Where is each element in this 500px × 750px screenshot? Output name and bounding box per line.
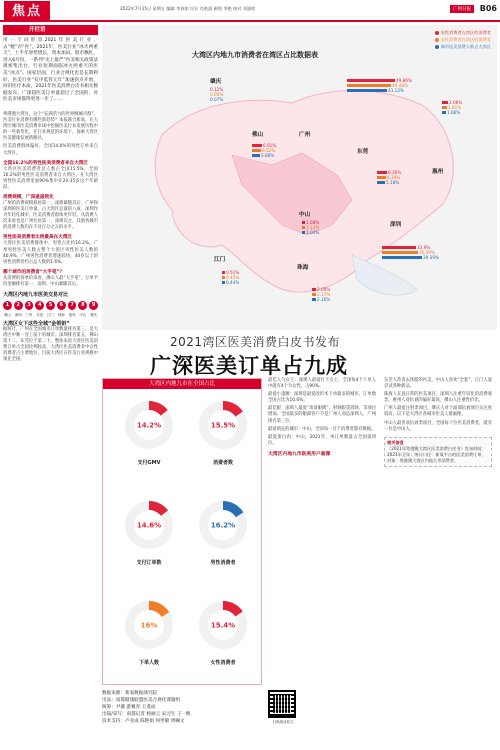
total-bar [442, 111, 446, 114]
male-bar [302, 221, 305, 224]
paragraph: 东莞人热衷去体脂的医美，中山人喜欢“全套”，江门人爱尝试各种新品。 [384, 378, 492, 390]
female-share: 6.52% [262, 148, 276, 153]
pie-value-label: 15.4% [210, 621, 236, 630]
pie-panel-title: 大湾区内地九市在全国占比 [103, 379, 261, 389]
paragraph: 珠海人在意日常的医美项目，深圳人注重年轻化的消费观念，惠州人对抗衰的偏好最高，佛山人注重性价比。 [384, 392, 492, 404]
credit-line: 数据来源：新氧数据颜究院 [102, 691, 158, 696]
rank-city: 江门 [47, 313, 54, 317]
rank-city: 惠州 [68, 313, 76, 317]
city-values [377, 170, 401, 185]
right-column [268, 378, 496, 688]
total-bar [252, 154, 260, 157]
info-box [384, 437, 492, 467]
section-tag: 焦点 [4, 1, 50, 22]
city-label: 江门 [214, 257, 226, 263]
total-share: 1.66% [447, 110, 461, 115]
paragraph: 最爱填充的城市：中山，全国每一百个消费者都有数据。 [268, 426, 376, 432]
pie-category-label: 下单人数 [138, 660, 159, 666]
pie-chart-panel [102, 378, 262, 685]
pie-1 [195, 397, 251, 453]
pie-2 [121, 497, 177, 553]
male-share: 6.36% [388, 170, 402, 175]
intro-text-2: 医美消费群体偏好，全国14.6%的男性订单来自大湾区。 [3, 144, 98, 156]
map-legend [435, 29, 491, 50]
pie-4 [121, 597, 177, 653]
rank-dot: 7 [68, 301, 77, 310]
city-label: 中山 [299, 212, 311, 218]
female-bar [377, 176, 386, 179]
pie-category-label: 消费者数 [212, 460, 233, 466]
paragraph: 最爱小蛮腰：深圳是最爱改形术下单最多的城市，订单数全国占比为10.6%。 [268, 392, 376, 404]
female-bar [222, 276, 225, 279]
subhead-1: 全国16.2%的男性医美消费者来自大湾区 [3, 160, 88, 166]
city-label: 珠海 [297, 265, 309, 271]
total-bar [302, 231, 305, 234]
city-values [442, 100, 462, 115]
map-shape [102, 25, 497, 330]
female-share: 0.06% [210, 92, 224, 97]
female-bar [252, 149, 261, 152]
subhead: 大湾区内地九市医美用户画像 [268, 451, 331, 457]
male-bar [377, 171, 387, 174]
female-share: 35.39% [419, 250, 435, 255]
credits [102, 690, 262, 725]
credit-line: 技术支持：卢业成 陈艳娟 何世敏 周娴文 [102, 719, 185, 724]
subhead-4: 哪个城市的消费者“大手笔”？ [3, 269, 65, 275]
male-share: 49.86% [396, 78, 412, 83]
credit-line: 出品：南都健康联盟医美合规化课题组 [102, 698, 181, 703]
section-6-text: 据统计，广州在全国城市订单数量排名第三，是大湾区中唯一登上前十的城市。深圳排名第五，佛山第十二，东莞位于第二十。整体来说大湾区医美消费订单占全国比例较高，大湾区医美消费者中女性消费者占主要地位，目前大湾区在医美行业规模中领先全国。 [3, 327, 98, 363]
rank-dot: 3 [25, 301, 34, 310]
legend-item [435, 29, 491, 36]
city-label: 广州 [299, 132, 311, 138]
legend-label: 城市医美消费人数占大湾区 [440, 44, 491, 49]
city-label: 东莞 [357, 149, 369, 155]
total-share: 43.12% [388, 88, 404, 93]
rank-city-labels [3, 312, 98, 317]
right-col-2 [384, 378, 492, 467]
male-bar [252, 144, 262, 147]
credit-line: 统筹：尹冀 游翼青 王遥成 [102, 705, 156, 710]
total-bar [222, 281, 225, 284]
female-bar [347, 84, 391, 87]
section-2-text: 广州的消费规模稳居第一，深圳紧随其后。广州和深圳的医美订单量，占大湾区总量的八成，深圳作为年轻化城市，医美消费者群体更年轻。从消费人次来看也是广州位居第一，深圳次之，其他各城市的消费人数均在不及百分之五的水平。 [3, 200, 98, 231]
qr-code[interactable] [268, 690, 296, 718]
pie-category-label: 支付订单数 [136, 560, 162, 566]
female-bar [382, 251, 418, 254]
total-share: 2.16% [317, 297, 331, 302]
city-values [252, 143, 276, 158]
male-share: 33.9% [417, 245, 431, 250]
female-share: 1.81% [448, 105, 462, 110]
map-title: 大湾区内地九市消费者在湾区占比数据表 [192, 51, 318, 59]
rank-dot: 5 [46, 301, 55, 310]
right-col-1 [268, 378, 376, 459]
headline-main: 广深医美订单占九成 [150, 354, 348, 378]
paragraph: 最佳眼：深圳人最爱“谈谈眼睛”，射频眼袋消除，等项目增加。全国最多的眼部客户不是广州人而是深圳人，广州排名第三位。 [268, 406, 376, 424]
male-bar [222, 271, 225, 274]
subhead-3: 男性医美消费者比例最高在大湾区 [3, 235, 72, 241]
city-label: 惠州 [432, 169, 444, 175]
rank-city: 广州 [25, 313, 33, 317]
city-values [382, 245, 439, 260]
female-share: 0.45% [226, 275, 240, 280]
total-bar [312, 298, 316, 301]
rank-dot: 1 [3, 301, 12, 310]
qr-caption: 扫码阅读原文 [272, 720, 294, 724]
male-share: 6.91% [263, 143, 277, 148]
male-bar [312, 288, 316, 291]
column-label: 开栏语 [3, 25, 98, 35]
female-bar [442, 106, 447, 109]
male-bar [442, 101, 448, 104]
pie-category-label: 男性消费者 [210, 560, 236, 566]
legend-item [435, 36, 491, 43]
rank-city: 中山 [79, 313, 87, 317]
rank-dot: 6 [57, 301, 66, 310]
subhead-5: 大湾区内地九市医美交易对比 [3, 292, 69, 298]
left-column [3, 25, 98, 747]
total-bar [382, 256, 422, 259]
male-share: 0.12% [210, 87, 224, 92]
city-values [312, 287, 330, 302]
legend-label: 男性消费者在湾区的消费者 [440, 30, 491, 35]
city-values [302, 220, 319, 235]
page-number: B06 [479, 4, 497, 13]
rank-city: 东莞 [36, 313, 44, 317]
total-share: 0.44% [226, 280, 240, 285]
pie-5 [195, 597, 251, 653]
legend-swatch [435, 45, 439, 49]
paper-badge: 广州日报 [450, 5, 474, 13]
subhead-2: 消费规模，广深遥遥领先 [3, 194, 54, 200]
lede-text: 用一个词形容2021年医美行业，去“瘾”存“医”。2021年，医美行业“冰火两重天”，上半年逆势增长，资本加码，股市飘红，进入6月份，一系列“史上最严”医美相关政策法规密集出台，行业短期面临冰火两重天的医美“冰点”。国家层面，行业合规化也是长期利好，医美行业“有序监管元年”加速拐点开始，回归医疗本质。2021年医美消费白皮书相关数据发布，广深超医美订单量超过了全国的，对医美市场都得更进一步了…… [3, 38, 98, 103]
pie-value-label: 16.2% [210, 521, 236, 530]
total-bar [377, 181, 385, 184]
female-share: 6.30% [387, 175, 401, 180]
legend-swatch [435, 31, 439, 35]
qr-pattern [273, 695, 291, 713]
rank-dot: 9 [89, 301, 98, 310]
intro-text: 粤港澳大湾区，这个“充满活力的世界级城市群”，医美行业消费有哪些新趋势？本报联合新氧，在大湾区城市医美消费市场中挖掘医美行业发展历程中的一些新变化，在行业规范的环境下，探索大湾区医美健康发展新路径。 [3, 111, 98, 142]
rank-dot: 2 [14, 301, 23, 310]
total-bar [347, 89, 387, 92]
female-bar [302, 226, 305, 229]
paragraph: 中山人最喜欢抗衰类项目，全国每十位医美消费者，就有一位是中山人。 [384, 420, 492, 432]
paragraph: 广州人最爱注射类项目，肇庆人对于面部抗衰项目关注度较高，以下是大湾区各城市医美人群画像。 [384, 406, 492, 418]
city-label: 肇庆 [210, 79, 222, 85]
subhead-6: 大湾区女下这些全城“金领钥” [3, 321, 70, 327]
legend-label: 女性消费者在湾区的消费者 [440, 37, 491, 42]
total-share: 5.18% [386, 180, 400, 185]
pie-0 [121, 397, 177, 453]
female-bar [312, 293, 316, 296]
female-share: 46.48% [392, 83, 408, 88]
info-text: 《2021年粤港澳大湾区医美消费白皮书》发布时间：2021年全年；统计口径：新氧平台的医美消费订单，对象：粤港澳大湾区内地九市消费者。 [387, 445, 486, 463]
city-label: 深圳 [390, 222, 402, 228]
male-bar [382, 246, 416, 249]
city-values [210, 87, 223, 102]
rank-city: 珠海 [57, 313, 65, 317]
rank-city: 肇庆 [90, 313, 98, 317]
paragraph: 最爱蛋白肉：中山，2021年，单订单数量占全国第四位。 [268, 434, 376, 446]
headline-kicker: 2021湾区医美消费白皮书发布 [170, 335, 341, 349]
male-share: 0.51% [226, 270, 240, 275]
section-1-text: 大湾区医美消费者总人数占全国15.5%，全国16.2%的男性医美消费者来自大湾区。在大湾区男性医美消费里面90%集中在20-35岁这个年龄段。 [3, 166, 98, 190]
rank-dot: 4 [35, 301, 44, 310]
pie-value-label: 15.5% [210, 421, 236, 430]
info-title: 相关信息 [387, 439, 404, 445]
map-graphic [102, 25, 497, 330]
legend-item [435, 43, 491, 50]
rank-city: 深圳 [14, 313, 22, 317]
paragraph: 最佳人气女王：深圳人最爱打卡女王，全国每4个下单人中就有4个为女性，占90%。 [268, 378, 376, 390]
credit-line: 出镜/采写：南都记者 杨丽云 宋习生 王一帆 [102, 712, 191, 717]
female-share: 1.13% [306, 225, 320, 230]
issue-info: 2022年7月15日 星期五 编辑 李春如 设计 肖艳淑 制图 李艳 校对 刘淑欣 [120, 6, 256, 11]
section-4-text: 从消费的客单价来看，佛山人最“大手笔”，订单平均金额排名第一，深圳、中山紧随其后。 [3, 275, 98, 287]
pie-value-label: 16% [140, 621, 158, 630]
total-share: 0.07% [210, 97, 224, 102]
pie-category-label: 支付GMV [137, 460, 161, 466]
female-share: 2.17% [317, 292, 331, 297]
pie-category-label: 女性消费者 [210, 660, 236, 666]
masthead [0, 0, 500, 22]
pie-value-label: 14.6% [136, 521, 162, 530]
section-3-text: 大湾区医美消费群体中，男性占比约16.2%，广州男性医美人数占整个大湾区男性医美人数的40.9%，广州男性消费者增速较快，40岁以上的男性消费者约占总人数的1.6%。 [3, 241, 98, 265]
male-share: 2.06% [449, 100, 463, 105]
pie-value-label: 14.2% [136, 421, 162, 430]
male-share: 1.08% [306, 220, 320, 225]
city-values [347, 78, 412, 93]
total-share: 39.39% [423, 255, 439, 260]
rank-city: 佛山 [4, 313, 11, 317]
city-values [222, 270, 239, 285]
total-share: 5.66% [261, 153, 275, 158]
pie-3 [195, 497, 251, 553]
male-share: 2.09% [317, 287, 331, 292]
rank-dot: 8 [78, 301, 87, 310]
rank-dots [3, 301, 98, 310]
legend-swatch [435, 38, 439, 42]
city-label: 佛山 [252, 132, 264, 138]
male-bar [347, 79, 395, 82]
total-share: 1.04% [306, 230, 320, 235]
